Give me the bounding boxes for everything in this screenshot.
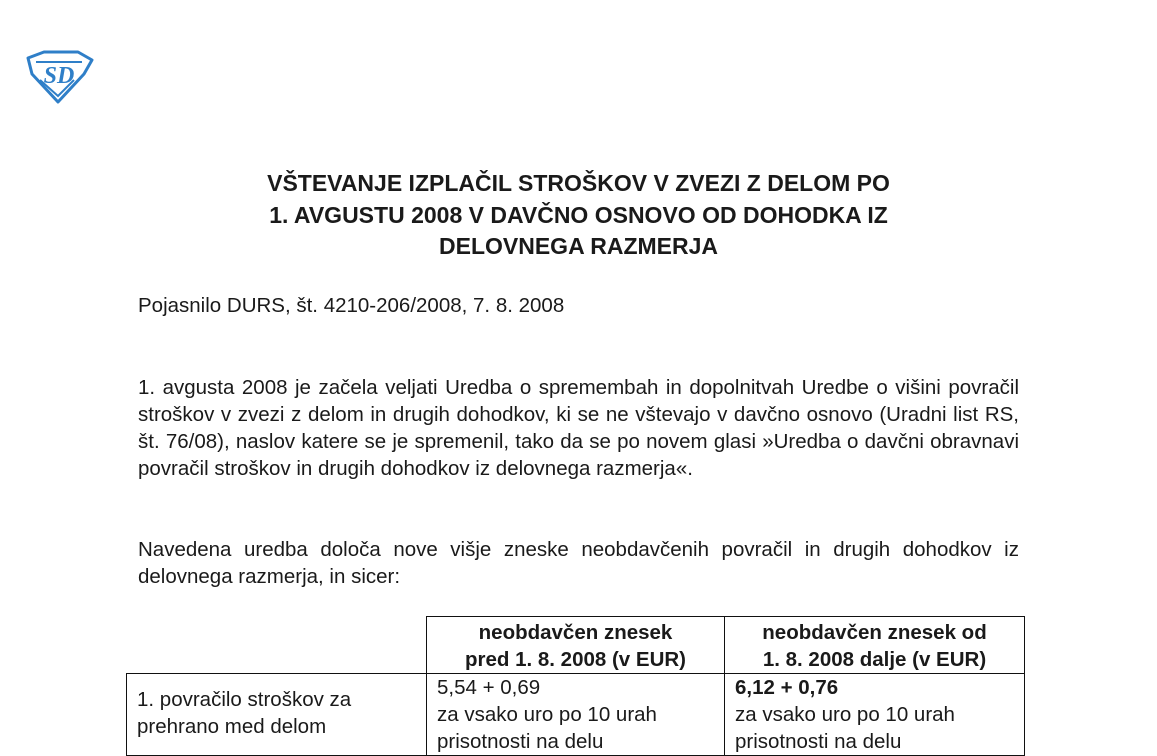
title-line: 1. AVGUSTU 2008 V DAVČNO OSNOVO OD DOHODKA IZ <box>269 201 888 228</box>
table-row <box>127 674 1025 756</box>
value-amount: 6,12 + 0,76 <box>735 676 839 699</box>
label-line: 1. povračilo stroškov za <box>137 688 352 711</box>
title-line: DELOVNEGA RAZMERJA <box>439 233 718 259</box>
title-line: VŠTEVANJE IZPLAČIL STROŠKOV V ZVEZI Z DELOM PO <box>267 170 890 196</box>
header-line: neobdavčen znesek od <box>762 621 987 644</box>
document-subtitle: Pojasnilo DURS, št. 4210-206/2008, 7. 8. 2008 <box>138 294 565 317</box>
sd-logo <box>22 50 96 104</box>
rates-paragraph: Navedena uredba določa nove višje zneske neobdavčenih povračil in drugih dohodkov iz delovnega razmerja, in sicer: <box>138 538 1019 588</box>
value-line: prisotnosti na delu <box>437 730 604 753</box>
intro-paragraph: 1. avgusta 2008 je začela veljati Uredba o spremembah in dopolnitvah Uredbe o višini povračil stroškov v zvezi z delom in drugih dohodkov, ki se ne vštevajo v davčno osnovo (Uradni list RS, št. 76/08), naslov katere se je spremenil, tako da se po novem glasi »Uredba o davčni obravnavi povračil stroškov in drugih dohodkov iz delovnega razmerja«. <box>138 376 1019 480</box>
table-header-row <box>127 617 1025 674</box>
document-title <box>150 168 1007 263</box>
header-line: neobdavčen znesek <box>478 621 673 644</box>
header-line: 1. 8. 2008 dalje (v EUR) <box>762 648 987 671</box>
row-label <box>127 674 427 756</box>
logo-letters: SD <box>43 63 75 89</box>
rates-table <box>126 616 1025 756</box>
table-corner-cell <box>127 617 427 674</box>
label-line: prehrano med delom <box>137 715 327 738</box>
value-before <box>427 674 725 756</box>
value-line: za vsako uro po 10 urah <box>437 703 657 726</box>
header-after <box>725 617 1025 674</box>
value-after <box>725 674 1025 756</box>
value-line: za vsako uro po 10 urah <box>735 703 955 726</box>
header-line: pred 1. 8. 2008 (v EUR) <box>464 648 687 671</box>
header-before <box>427 617 725 674</box>
value-line: 5,54 + 0,69 <box>437 676 541 699</box>
value-line: prisotnosti na delu <box>735 730 902 753</box>
